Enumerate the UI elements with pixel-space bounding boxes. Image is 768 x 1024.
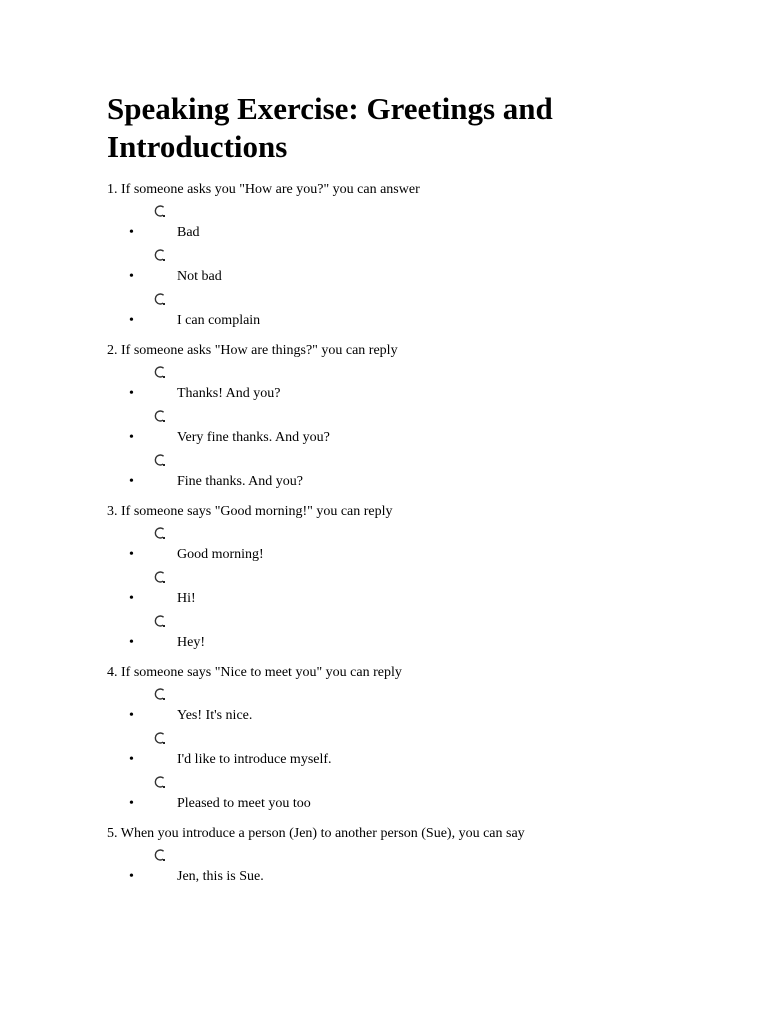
option-list bbox=[107, 200, 727, 332]
option-list bbox=[107, 683, 727, 815]
bullet-icon: • bbox=[129, 752, 134, 767]
radio-button-icon[interactable] bbox=[153, 365, 167, 381]
answer-option bbox=[107, 522, 727, 566]
bullet-icon: • bbox=[129, 547, 134, 562]
radio-button-icon[interactable] bbox=[153, 614, 167, 630]
option-label: Yes! It's nice. bbox=[177, 708, 253, 723]
radio-button-icon[interactable] bbox=[153, 204, 167, 220]
bullet-icon: • bbox=[129, 386, 134, 401]
answer-option bbox=[107, 244, 727, 288]
radio-button-icon[interactable] bbox=[153, 526, 167, 542]
answer-option bbox=[107, 361, 727, 405]
answer-option bbox=[107, 727, 727, 771]
bullet-icon: • bbox=[129, 796, 134, 811]
option-label: Thanks! And you? bbox=[177, 386, 281, 401]
bullet-icon: • bbox=[129, 591, 134, 606]
question-text: 4. If someone says "Nice to meet you" you can reply bbox=[107, 665, 402, 680]
option-list bbox=[107, 522, 727, 654]
question-list bbox=[107, 180, 727, 897]
radio-button-icon[interactable] bbox=[153, 248, 167, 264]
option-label: Pleased to meet you too bbox=[177, 796, 311, 811]
radio-button-icon[interactable] bbox=[153, 687, 167, 703]
option-label: Hi! bbox=[177, 591, 196, 606]
option-list bbox=[107, 844, 727, 888]
bullet-icon: • bbox=[129, 269, 134, 284]
option-label: Hey! bbox=[177, 635, 205, 650]
option-label: Good morning! bbox=[177, 547, 264, 562]
bullet-icon: • bbox=[129, 474, 134, 489]
answer-option bbox=[107, 200, 727, 244]
radio-button-icon[interactable] bbox=[153, 292, 167, 308]
radio-button-icon[interactable] bbox=[153, 409, 167, 425]
question-text: 1. If someone asks you "How are you?" you can answer bbox=[107, 182, 420, 197]
bullet-icon: • bbox=[129, 708, 134, 723]
answer-option bbox=[107, 771, 727, 815]
option-label: Jen, this is Sue. bbox=[177, 869, 264, 884]
radio-button-icon[interactable] bbox=[153, 848, 167, 864]
bullet-icon: • bbox=[129, 635, 134, 650]
bullet-icon: • bbox=[129, 869, 134, 884]
answer-option bbox=[107, 566, 727, 610]
question-text: 2. If someone asks "How are things?" you can reply bbox=[107, 343, 398, 358]
question-item bbox=[107, 824, 727, 888]
bullet-icon: • bbox=[129, 430, 134, 445]
radio-button-icon[interactable] bbox=[153, 731, 167, 747]
option-label: Bad bbox=[177, 225, 200, 240]
question-text: 3. If someone says "Good morning!" you can reply bbox=[107, 504, 393, 519]
question-item bbox=[107, 663, 727, 815]
answer-option bbox=[107, 405, 727, 449]
bullet-icon: • bbox=[129, 225, 134, 240]
option-label: Very fine thanks. And you? bbox=[177, 430, 330, 445]
radio-button-icon[interactable] bbox=[153, 570, 167, 586]
answer-option bbox=[107, 449, 727, 493]
page-title: Speaking Exercise: Greetings and Introductions bbox=[107, 91, 553, 164]
radio-button-icon[interactable] bbox=[153, 453, 167, 469]
answer-option bbox=[107, 610, 727, 654]
radio-button-icon[interactable] bbox=[153, 775, 167, 791]
answer-option bbox=[107, 683, 727, 727]
question-item bbox=[107, 502, 727, 654]
option-label: Fine thanks. And you? bbox=[177, 474, 303, 489]
option-label: I'd like to introduce myself. bbox=[177, 752, 332, 767]
answer-option bbox=[107, 844, 727, 888]
option-label: I can complain bbox=[177, 313, 261, 328]
option-list bbox=[107, 361, 727, 493]
bullet-icon: • bbox=[129, 313, 134, 328]
question-item bbox=[107, 341, 727, 493]
option-label: Not bad bbox=[177, 269, 222, 284]
question-item bbox=[107, 180, 727, 332]
answer-option bbox=[107, 288, 727, 332]
question-text: 5. When you introduce a person (Jen) to another person (Sue), you can say bbox=[107, 826, 525, 841]
